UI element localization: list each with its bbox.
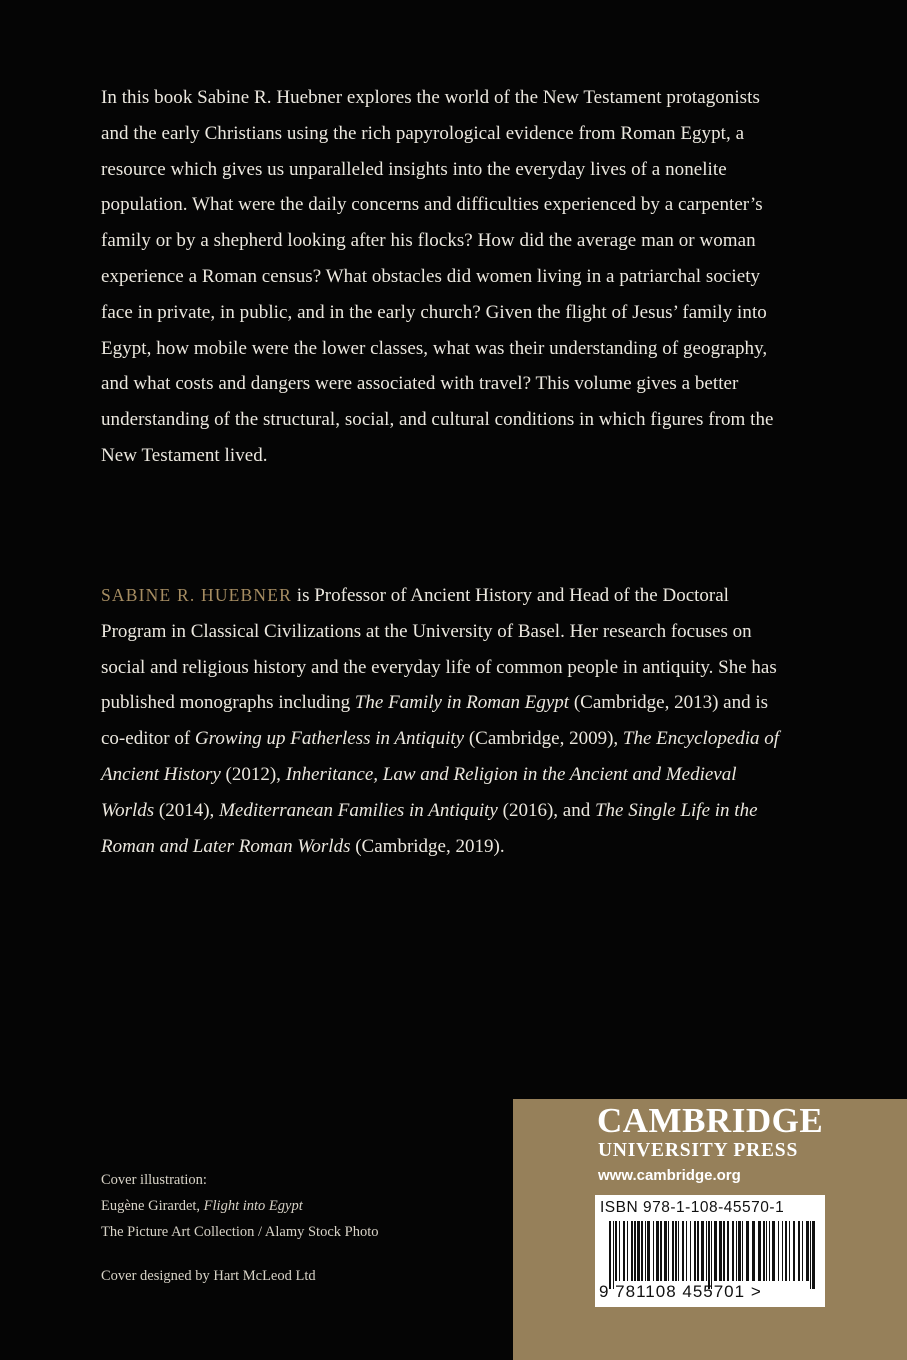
barcode xyxy=(595,1195,825,1307)
publisher-logo-sub: UNIVERSITY PRESS xyxy=(598,1140,799,1161)
barcode-bar xyxy=(766,1221,767,1281)
barcode-bar xyxy=(758,1221,761,1281)
isbn-label: ISBN 978-1-108-45570-1 xyxy=(600,1199,785,1216)
barcode-bar xyxy=(706,1221,707,1281)
barcode-bar xyxy=(798,1221,800,1281)
barcode-digits: 9 781108 455701 > xyxy=(599,1282,762,1301)
barcode-bar xyxy=(738,1221,741,1281)
barcode-bar xyxy=(772,1221,775,1281)
barcode-bar xyxy=(682,1221,684,1281)
barcode-bar xyxy=(769,1221,770,1281)
barcode-bar xyxy=(656,1221,659,1281)
barcode-bar xyxy=(686,1221,687,1281)
barcode-bar xyxy=(785,1221,787,1281)
credits-heading: Cover illustration: xyxy=(101,1172,207,1188)
barcode-bar xyxy=(719,1221,722,1281)
barcode-bar xyxy=(672,1221,674,1281)
bio-text: (2014), xyxy=(154,799,220,821)
barcode-bar xyxy=(623,1221,625,1281)
bio-text: is Professor of Ancient History and Head of the Doctoral Program in Classical Civilizations at the University of Basel. Her research focuses on social and religious history and the everyday life of common people in antiquity. She has published monographs including xyxy=(101,585,777,714)
barcode-bar xyxy=(619,1221,620,1281)
publisher-panel xyxy=(513,1099,907,1360)
barcode-bar xyxy=(746,1221,749,1281)
bio-text: (Cambridge, 2009), xyxy=(464,728,623,750)
barcode-bar xyxy=(645,1221,646,1281)
barcode-bar xyxy=(727,1221,729,1281)
book-title: The Encyclopedia of Ancient History xyxy=(101,728,780,785)
author-name: SABINE R. HUEBNER xyxy=(101,585,293,605)
author-bio xyxy=(101,578,781,864)
cover-designer: Cover designed by Hart McLeod Ltd xyxy=(101,1268,316,1284)
barcode-bar xyxy=(736,1221,737,1281)
barcode-bar xyxy=(802,1221,803,1281)
barcode-bar xyxy=(664,1221,667,1281)
book-title: The Family in Roman Egypt xyxy=(354,692,570,714)
barcode-bar xyxy=(634,1221,636,1281)
barcode-bar xyxy=(694,1221,696,1281)
barcode-bar xyxy=(660,1221,662,1281)
barcode-bar xyxy=(675,1221,677,1281)
barcode-bar xyxy=(810,1221,811,1289)
book-title: Growing up Fatherless in Antiquity xyxy=(194,728,465,750)
barcode-bar xyxy=(732,1221,734,1281)
barcode-bar xyxy=(782,1221,783,1281)
bio-text: (Cambridge, 2013) and is co-editor of xyxy=(101,692,769,750)
barcode-bar xyxy=(763,1221,765,1281)
barcode-bar xyxy=(631,1221,633,1281)
barcode-bar xyxy=(723,1221,725,1281)
barcode-bar xyxy=(690,1221,691,1281)
barcode-bar xyxy=(653,1221,654,1281)
artist-name: Eugène Girardet, xyxy=(101,1198,204,1214)
back-cover-blurb: In this book Sabine R. Huebner explores the world of the New Testament protagonists and the early Christians using the rich papyrological evidence from Roman Egypt, a resource which gives us unparalleled insights into the everyday lives of a nonelite population. What were the daily concerns and difficulties experienced by a carpenter’s family or by a shepherd looking after his flocks? How did the average man or woman experience a Roman census? What obstacles did women living in a patriarchal society face in private, in public, and in the early church? Given the flight of Jesus’ family into Egypt, how mobile were the lower classes, what was their understanding of geography, and what costs and dangers were associated with travel? This volume gives a better understanding of the structural, social, and cultural conditions in which figures from the New Testament lived. xyxy=(101,87,774,466)
book-title: Inheritance, Law and Religion in the Ancient and Medieval Worlds xyxy=(101,763,737,821)
barcode-bar xyxy=(627,1221,628,1281)
publisher-logo-name: CAMBRIDGE xyxy=(597,1101,824,1140)
barcode-bar xyxy=(778,1221,779,1281)
bio-text: (Cambridge, 2019). xyxy=(350,835,505,857)
barcode-bar xyxy=(613,1221,614,1289)
barcode-bar xyxy=(647,1221,650,1281)
credits-source: The Picture Art Collection / Alamy Stock Photo xyxy=(101,1224,379,1240)
bio-text: (2016), and xyxy=(497,799,595,821)
barcode-bar xyxy=(701,1221,704,1281)
barcode-bar xyxy=(711,1221,712,1289)
barcode-bar xyxy=(668,1221,669,1281)
barcode-bar xyxy=(637,1221,640,1281)
bio-text: (2012), xyxy=(220,763,286,785)
barcode-bar xyxy=(714,1221,717,1281)
credits-artwork xyxy=(101,1193,379,1219)
barcode-bar xyxy=(806,1221,809,1281)
barcode-bar xyxy=(697,1221,699,1281)
barcode-bar xyxy=(615,1221,617,1281)
barcode-bar xyxy=(678,1221,679,1281)
barcode-bar xyxy=(609,1221,611,1289)
barcode-bar xyxy=(641,1221,643,1281)
barcode-bar xyxy=(793,1221,795,1281)
book-title: The Single Life in the Roman and Later Roman Worlds xyxy=(101,799,758,857)
barcode-bar xyxy=(812,1221,815,1289)
artwork-title: Flight into Egypt xyxy=(203,1198,303,1214)
barcode-bar xyxy=(752,1221,755,1281)
barcode-bar xyxy=(789,1221,790,1281)
book-title: Mediterranean Families in Antiquity xyxy=(219,799,498,821)
publisher-url: www.cambridge.org xyxy=(598,1167,741,1184)
barcode-bar xyxy=(708,1221,710,1289)
barcode-bar xyxy=(742,1221,743,1281)
cover-credits xyxy=(101,1167,379,1245)
